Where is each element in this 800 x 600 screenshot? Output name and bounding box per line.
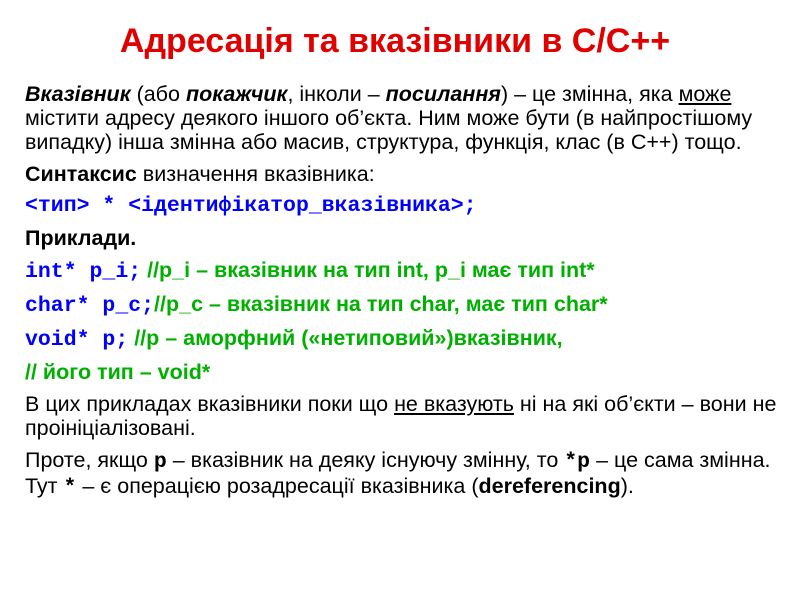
text-fragment: – вказівник на деяку існуючу змінну, то <box>166 448 565 472</box>
term-pointer: Вказівник <box>25 82 131 106</box>
inline-code-deref: *p <box>564 450 591 474</box>
example-line-void <box>25 326 777 352</box>
example-comment: //p_i – вказівник на тип int, p_i має тип int* <box>141 258 595 282</box>
example-comment: //p – аморфний («нетиповий»)вказівник, <box>128 326 563 350</box>
example-code: char* p_c; <box>25 294 155 318</box>
text-fragment: Проте, якщо <box>25 448 154 472</box>
underlined-word: може <box>678 82 732 106</box>
text-fragment: (або <box>130 82 186 106</box>
term-pokazhchyk: покажчик <box>185 82 288 106</box>
example-comment: //p_c – вказівник на тип char, має тип char* <box>154 292 608 316</box>
syntax-code: <тип> * <ідентифікатор_вказівника>; <box>25 194 477 218</box>
text-fragment: – це сама змінна. Тут <box>25 448 771 498</box>
term-reference: посилання <box>385 82 501 106</box>
example-comment-continuation: // його тип – void* <box>25 360 211 384</box>
slide-title: Адресація та вказівники в С/С++ <box>119 22 671 60</box>
syntax-label: Синтаксис <box>25 162 137 186</box>
text-fragment: – є операцією розадресації вказівника ( <box>76 474 479 498</box>
slide-content <box>25 82 777 508</box>
underlined-phrase: не вказують <box>394 392 514 416</box>
dereferencing-term: dereferencing <box>478 474 621 498</box>
examples-label: Приклади. <box>25 226 137 250</box>
example-code: int* p_i; <box>25 260 142 284</box>
syntax-paragraph <box>25 162 777 186</box>
example-code: void* p; <box>25 328 129 352</box>
text-fragment: ні на які об’єкти – вони не проініціалізовані. <box>25 392 777 440</box>
text-fragment: ) – це змінна, яка <box>500 82 679 106</box>
example-line-char <box>25 292 777 318</box>
inline-code-star: * <box>63 476 77 500</box>
inline-code-p: p <box>153 450 167 474</box>
dereference-paragraph <box>25 448 777 500</box>
definition-paragraph <box>25 82 777 154</box>
text-fragment: визначення вказівника: <box>136 162 375 186</box>
example-line-int <box>25 258 777 284</box>
text-fragment: В цих прикладах вказівники поки що <box>25 392 395 416</box>
text-fragment: містити адресу деякого іншого об’єкта. Ним може бути (в найпростішому випадку) інша змінна або масив, структура, функція, клас (в С++) тощо. <box>25 106 753 154</box>
text-fragment: , інколи – <box>287 82 386 106</box>
text-fragment: ). <box>620 474 634 498</box>
uninitialized-paragraph <box>25 392 777 440</box>
